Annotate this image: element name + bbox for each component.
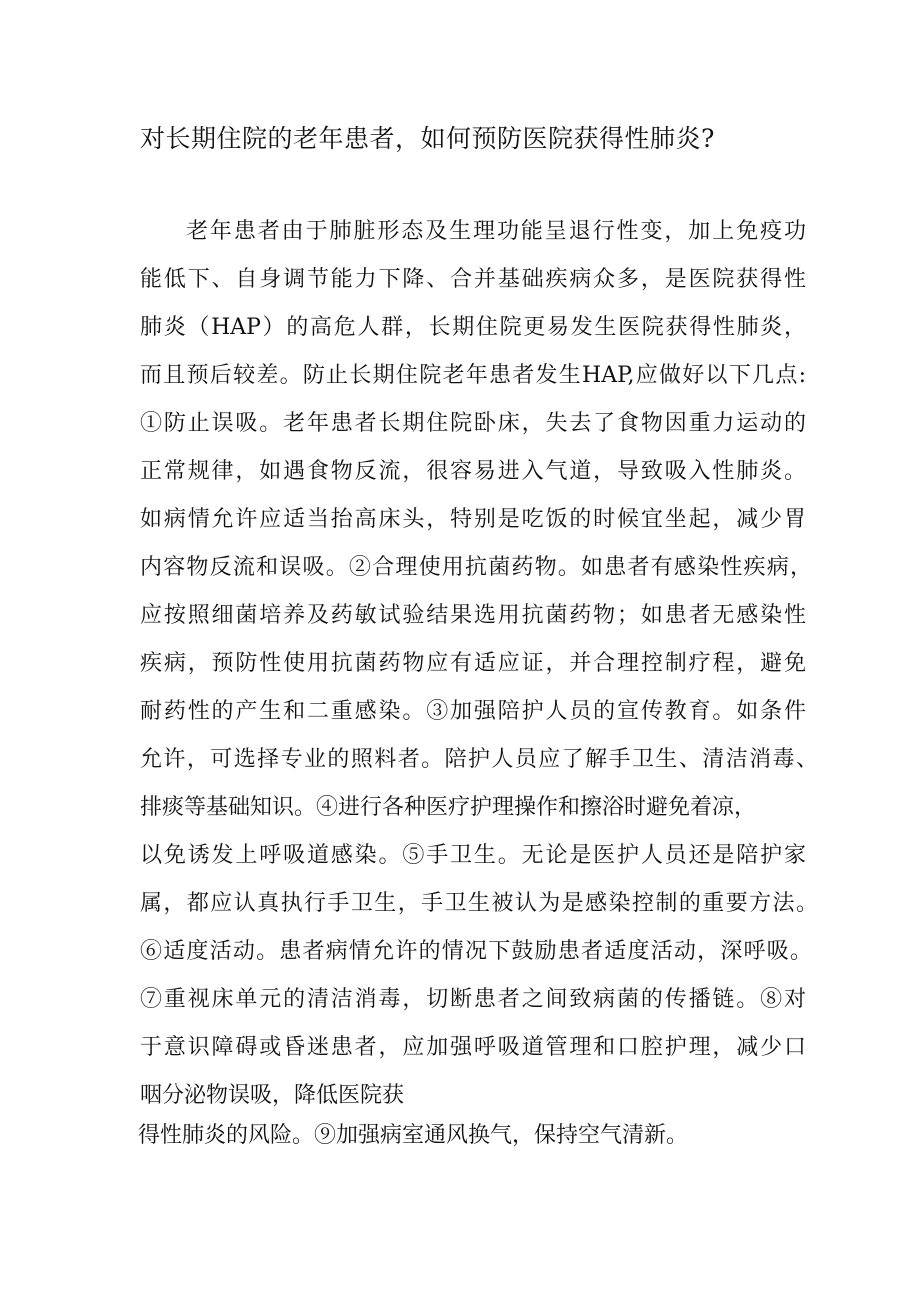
body-line-5: ①防止误吸。老年患者长期住院卧床，失去了食物因重力运动的 xyxy=(140,411,806,436)
body-line-19: 咽分泌物误吸，降低医院获 xyxy=(140,1083,405,1108)
body-line-16: ⑥适度活动。患者病情允许的情况下鼓励患者适度活动，深呼吸。 xyxy=(140,939,812,964)
body-line-8: 内容物反流和误吸。②合理使用抗菌药物。如患者有感染性疾病， xyxy=(140,555,812,580)
body-line-2: 能低下、自身调节能力下降、合并基础疾病众多，是医院获得性 xyxy=(140,267,806,292)
body-line-15: 属，都应认真执行手卫生，手卫生被认为是感染控制的重要方法。 xyxy=(140,891,818,916)
body-line-3: 肺炎（HAP）的高危人群，长期住院更易发生医院获得性肺炎， xyxy=(140,315,806,340)
body-line-1: 老年患者由于肺脏形态及生理功能呈退行性变，加上免疫功 xyxy=(186,219,806,244)
body-line-18: 于意识障碍或昏迷患者，应加强呼吸道管理和口腔护理，减少口 xyxy=(140,1035,806,1060)
body-line-9: 应按照细菌培养及药敏试验结果选用抗菌药物；如患者无感染性 xyxy=(140,603,806,628)
body-line-14: 以免诱发上呼吸道感染。⑤手卫生。无论是医护人员还是陪护家 xyxy=(140,843,806,868)
body-line-12: 允许，可选择专业的照料者。陪护人员应了解手卫生、清洁消毒、 xyxy=(140,747,818,772)
body-line-6: 正常规律，如遇食物反流，很容易进入气道，导致吸入性肺炎。 xyxy=(140,459,806,484)
body-line-4: 而且预后较差。防止长期住院老年患者发生HAP,应做好以下几点: xyxy=(140,363,806,388)
body-line-10: 疾病，预防性使用抗菌药物应有适应证，并合理控制疗程，避免 xyxy=(140,651,806,676)
document-title: 对长期住院的老年患者，如何预防医院获得性肺炎? xyxy=(140,124,715,153)
body-line-7: 如病情允许应适当抬高床头，特别是吃饭的时候宜坐起，减少胃 xyxy=(140,507,806,532)
body-line-11: 耐药性的产生和二重感染。③加强陪护人员的宣传教育。如条件 xyxy=(140,699,806,724)
body-line-20: 得性肺炎的风险。⑨加强病室通风换气，保持空气清新。 xyxy=(138,1123,689,1148)
body-line-13: 排痰等基础知识。④进行各种医疗护理操作和擦浴时避免着凉， xyxy=(140,795,757,820)
body-line-17: ⑦重视床单元的清洁消毒，切断患者之间致病菌的传播链。⑧对 xyxy=(140,987,806,1012)
